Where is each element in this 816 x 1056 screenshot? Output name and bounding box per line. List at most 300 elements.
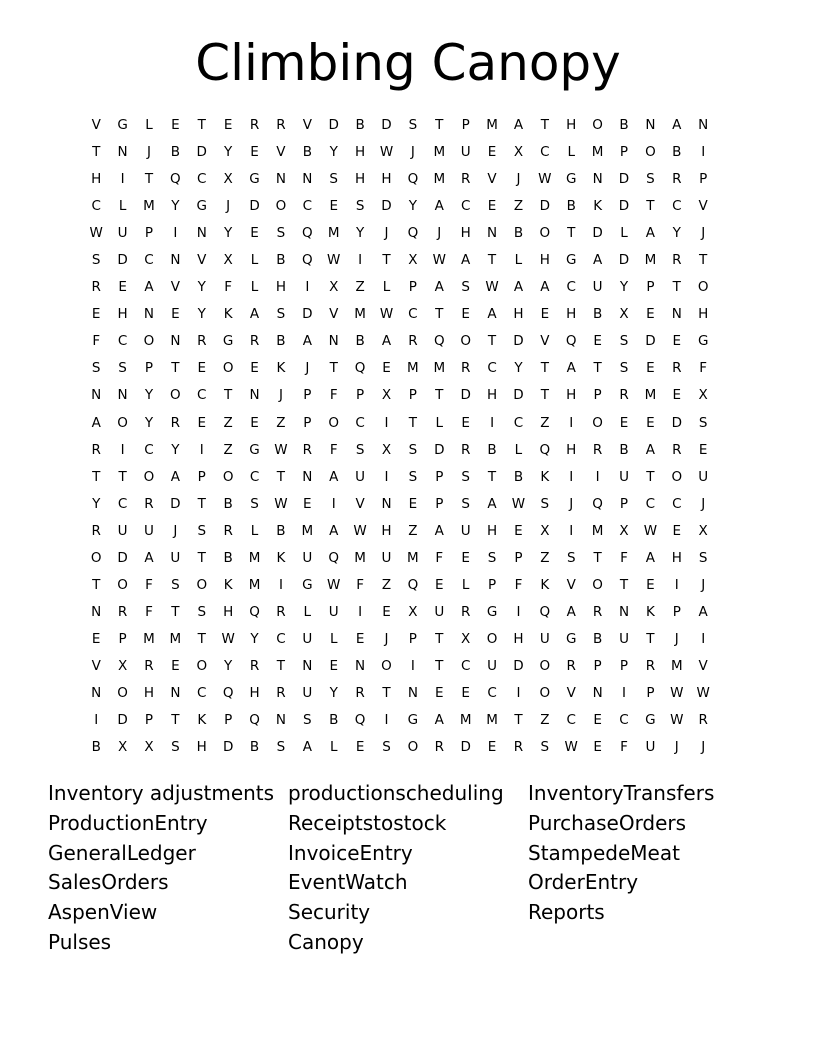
grid-letter: S xyxy=(461,279,470,296)
grid-letter: A xyxy=(381,333,392,350)
grid-letter: L xyxy=(329,630,338,647)
grid-letter: R xyxy=(408,333,418,350)
grid-letter: H xyxy=(698,306,709,323)
grid-letter: C xyxy=(117,495,128,512)
grid-letter: H xyxy=(143,684,155,701)
grid-letter: L xyxy=(329,739,338,756)
grid-letter: U xyxy=(434,603,445,620)
grid-letter: S xyxy=(566,549,576,566)
grid-letter: L xyxy=(435,414,444,431)
grid-letter: I xyxy=(173,225,178,242)
grid-letter: F xyxy=(224,279,233,296)
grid-letter: I xyxy=(358,603,363,620)
grid-letter: G xyxy=(302,576,313,593)
grid-letter: M xyxy=(169,630,182,647)
grid-letter: H xyxy=(539,252,550,269)
grid-letter: D xyxy=(539,198,551,215)
grid-letter: I xyxy=(384,712,389,729)
grid-letter: S xyxy=(276,225,286,242)
grid-letter: B xyxy=(355,333,365,350)
grid-letter: H xyxy=(566,387,577,404)
grid-letter: S xyxy=(382,739,391,756)
grid-letter: E xyxy=(646,414,655,431)
grid-letter: R xyxy=(460,441,471,458)
grid-letter: T xyxy=(487,333,497,350)
grid-letter: B xyxy=(329,712,339,729)
grid-letter: J xyxy=(437,225,442,242)
grid-letter: W xyxy=(353,522,367,539)
grid-letter: T xyxy=(435,387,444,404)
grid-letter: F xyxy=(620,549,628,566)
word-list-item: InvoiceEntry xyxy=(288,840,413,865)
grid-letter: S xyxy=(487,549,497,566)
grid-row xyxy=(83,112,716,139)
word-list-item: EventWatch xyxy=(288,870,408,895)
grid-letter: X xyxy=(223,171,233,188)
grid-letter: T xyxy=(408,414,417,431)
grid-letter: D xyxy=(328,117,339,133)
grid-letter: L xyxy=(250,279,259,296)
grid-letter: E xyxy=(461,684,470,701)
grid-letter: Q xyxy=(302,252,313,269)
grid-letter: U xyxy=(698,468,709,485)
grid-letter: O xyxy=(592,576,603,593)
grid-letter: T xyxy=(672,279,681,296)
grid-letter: O xyxy=(407,739,419,756)
grid-letter: J xyxy=(384,225,389,242)
grid-letter: R xyxy=(513,739,524,756)
grid-letter: E xyxy=(646,306,655,323)
grid-letter: O xyxy=(697,279,709,296)
grid-letter: A xyxy=(487,306,497,323)
grid-letter: I xyxy=(305,279,310,296)
grid-letter: J xyxy=(701,576,706,593)
grid-letter: V xyxy=(276,144,286,161)
grid-letter: P xyxy=(672,603,681,620)
grid-letter: R xyxy=(355,684,365,701)
grid-letter: I xyxy=(278,576,283,593)
grid-row xyxy=(83,410,716,437)
grid-letter: P xyxy=(699,171,708,188)
grid-letter: J xyxy=(384,630,389,647)
grid-letter: X xyxy=(513,144,524,161)
grid-letter: O xyxy=(90,549,102,566)
grid-letter: R xyxy=(144,657,154,674)
grid-letter: S xyxy=(250,495,259,512)
grid-letter: U xyxy=(117,522,128,539)
word-list-item: productionscheduling xyxy=(288,781,504,805)
grid-letter: G xyxy=(486,603,498,620)
grid-letter: X xyxy=(329,279,339,296)
grid-letter: S xyxy=(619,360,629,377)
grid-letter: S xyxy=(329,171,338,188)
grid-letter: P xyxy=(593,387,602,404)
grid-letter: M xyxy=(644,252,657,269)
grid-letter: A xyxy=(434,522,444,539)
grid-letter: P xyxy=(619,144,629,161)
grid-letter: A xyxy=(170,468,180,485)
grid-letter: C xyxy=(197,171,207,188)
grid-letter: A xyxy=(302,739,312,756)
grid-letter: O xyxy=(539,225,551,242)
grid-letter: X xyxy=(408,252,418,269)
grid-letter: H xyxy=(486,522,498,539)
grid-letter: E xyxy=(593,739,602,756)
grid-letter: W xyxy=(538,171,552,188)
grid-letter: A xyxy=(645,549,656,566)
grid-letter: T xyxy=(171,603,180,620)
grid-letter: H xyxy=(381,171,392,188)
grid-letter: H xyxy=(566,441,577,458)
grid-letter: P xyxy=(118,630,127,647)
grid-letter: G xyxy=(565,630,577,647)
grid-letter: E xyxy=(250,144,259,161)
word-list-item: AspenView xyxy=(48,900,158,925)
grid-letter: Q xyxy=(539,441,551,458)
word-list-item: GeneralLedger xyxy=(48,840,196,865)
grid-letter: H xyxy=(196,739,207,756)
grid-letter: I xyxy=(674,576,679,593)
grid-letter: D xyxy=(671,414,682,431)
grid-letter: Q xyxy=(565,333,577,350)
grid-letter: A xyxy=(144,279,154,296)
grid-letter: X xyxy=(698,387,708,404)
grid-letter: N xyxy=(355,657,366,674)
grid-letter: Z xyxy=(540,712,550,729)
grid-letter: A xyxy=(302,333,312,350)
grid-letter: A xyxy=(434,712,444,729)
grid-letter: S xyxy=(171,576,180,593)
grid-letter: D xyxy=(460,739,471,756)
grid-letter: E xyxy=(223,117,233,133)
grid-letter: S xyxy=(276,306,286,323)
grid-letter: C xyxy=(460,657,471,674)
grid-letter: V xyxy=(197,252,207,269)
grid-letter: W xyxy=(327,576,341,593)
grid-letter: W xyxy=(696,684,710,701)
grid-letter: E xyxy=(698,441,708,458)
grid-letter: J xyxy=(516,171,521,188)
grid-letter: R xyxy=(170,414,181,431)
grid-letter: X xyxy=(144,739,154,756)
grid-letter: W xyxy=(327,252,341,269)
grid-letter: N xyxy=(645,117,656,133)
grid-letter: T xyxy=(224,387,233,404)
grid-letter: E xyxy=(171,657,180,674)
grid-letter: Q xyxy=(407,171,419,188)
grid-letter: D xyxy=(381,198,392,215)
grid-letter: P xyxy=(144,225,154,242)
grid-letter: R xyxy=(698,712,708,729)
grid-letter: H xyxy=(671,549,682,566)
grid-letter: Q xyxy=(354,360,366,377)
grid-letter: O xyxy=(170,387,181,404)
grid-letter: U xyxy=(381,549,392,566)
grid-letter: U xyxy=(619,630,629,647)
grid-letter: Q xyxy=(249,712,260,729)
grid-letter: B xyxy=(276,333,286,350)
grid-letter: D xyxy=(117,252,128,269)
grid-letter: Q xyxy=(222,684,234,701)
grid-letter: N xyxy=(592,684,603,701)
grid-letter: E xyxy=(197,360,207,377)
grid-letter: U xyxy=(302,630,313,647)
grid-letter: O xyxy=(117,414,128,431)
grid-letter: A xyxy=(566,603,576,620)
grid-letter: U xyxy=(460,144,471,161)
grid-letter: E xyxy=(91,630,101,647)
grid-letter: Y xyxy=(250,630,259,647)
grid-letter: X xyxy=(223,252,233,269)
grid-letter: A xyxy=(513,117,524,133)
grid-letter: K xyxy=(593,198,603,215)
grid-letter: A xyxy=(645,441,656,458)
grid-letter: I xyxy=(331,495,336,512)
grid-letter: J xyxy=(173,522,178,539)
grid-letter: M xyxy=(433,360,446,377)
grid-letter: K xyxy=(276,360,286,377)
grid-letter: O xyxy=(117,684,128,701)
grid-letter: A xyxy=(487,495,497,512)
grid-letter: M xyxy=(327,225,340,242)
grid-letter: C xyxy=(91,198,101,215)
grid-letter: Y xyxy=(329,144,338,161)
grid-letter: R xyxy=(249,657,260,674)
grid-letter: K xyxy=(540,576,550,593)
grid-letter: O xyxy=(222,468,234,485)
grid-letter: J xyxy=(410,144,415,161)
word-list-item: InventoryTransfers xyxy=(528,781,715,805)
grid-letter: N xyxy=(143,306,155,323)
grid-letter: O xyxy=(117,576,128,593)
grid-letter: J xyxy=(701,495,706,512)
grid-letter: T xyxy=(382,684,391,701)
grid-letter: T xyxy=(487,468,497,485)
grid-letter: R xyxy=(672,171,682,188)
grid-letter: O xyxy=(196,657,208,674)
grid-letter: S xyxy=(355,441,365,458)
grid-letter: O xyxy=(486,630,498,647)
grid-letter: T xyxy=(593,549,602,566)
grid-letter: H xyxy=(513,630,524,647)
grid-letter: I xyxy=(516,684,521,701)
grid-letter: R xyxy=(144,495,154,512)
grid-letter: X xyxy=(381,387,392,404)
grid-letter: W xyxy=(670,712,684,729)
grid-letter: Z xyxy=(513,198,524,215)
grid-letter: M xyxy=(644,387,657,404)
grid-letter: M xyxy=(301,522,314,539)
grid-letter: J xyxy=(674,630,679,647)
grid-letter: T xyxy=(382,252,391,269)
grid-letter: S xyxy=(461,468,470,485)
grid-letter: E xyxy=(171,117,180,133)
grid-letter: L xyxy=(303,603,312,620)
grid-letter: B xyxy=(170,144,180,161)
grid-letter: M xyxy=(407,360,419,377)
grid-row xyxy=(83,653,716,680)
grid-letter: N xyxy=(592,171,603,188)
grid-letter: W xyxy=(89,225,103,242)
grid-letter: M xyxy=(354,306,366,323)
grid-letter: M xyxy=(591,522,604,539)
grid-letter: P xyxy=(197,468,206,485)
grid-letter: W xyxy=(274,441,288,458)
grid-letter: T xyxy=(329,360,338,377)
grid-letter: N xyxy=(170,684,181,701)
grid-letter: U xyxy=(355,468,366,485)
word-list-item: Canopy xyxy=(288,929,364,954)
grid-letter: G xyxy=(697,333,709,350)
grid-letter: P xyxy=(224,712,233,729)
grid-letter: Q xyxy=(592,495,603,512)
grid-letter: T xyxy=(92,576,101,593)
grid-letter: E xyxy=(329,198,338,215)
letter-grid xyxy=(83,112,716,761)
grid-row xyxy=(83,139,716,166)
grid-letter: X xyxy=(117,657,128,674)
grid-letter: M xyxy=(433,144,446,161)
grid-letter: S xyxy=(91,360,101,377)
grid-letter: N xyxy=(196,225,207,242)
grid-letter: U xyxy=(328,603,339,620)
grid-letter: M xyxy=(143,198,155,215)
grid-letter: V xyxy=(302,117,312,133)
grid-letter: U xyxy=(144,522,154,539)
grid-letter: T xyxy=(540,360,549,377)
grid-letter: B xyxy=(276,522,286,539)
grid-letter: T xyxy=(593,360,602,377)
grid-letter: C xyxy=(197,387,207,404)
grid-letter: R xyxy=(434,739,444,756)
grid-letter: M xyxy=(143,630,155,647)
grid-letter: V xyxy=(698,198,708,215)
grid-letter: E xyxy=(461,414,470,431)
grid-letter: T xyxy=(171,360,180,377)
grid-letter: N xyxy=(671,306,682,323)
grid-letter: M xyxy=(407,549,419,566)
grid-letter: F xyxy=(92,333,101,350)
grid-letter: Q xyxy=(407,576,419,593)
grid-letter: C xyxy=(540,144,550,161)
grid-letter: X xyxy=(540,522,550,539)
grid-letter: Y xyxy=(619,279,629,296)
grid-letter: S xyxy=(698,549,708,566)
grid-letter: E xyxy=(593,712,602,729)
grid-letter: E xyxy=(355,630,365,647)
grid-letter: N xyxy=(170,252,181,269)
grid-letter: J xyxy=(701,225,706,242)
grid-letter: U xyxy=(645,739,656,756)
grid-letter: A xyxy=(434,198,444,215)
grid-letter: P xyxy=(487,576,497,593)
grid-letter: Z xyxy=(540,549,550,566)
grid-letter: C xyxy=(619,712,629,729)
grid-letter: E xyxy=(461,306,470,323)
grid-letter: I xyxy=(595,468,600,485)
grid-letter: S xyxy=(540,739,550,756)
grid-letter: R xyxy=(460,171,471,188)
grid-letter: O xyxy=(539,684,551,701)
grid-letter: O xyxy=(539,657,551,674)
grid-letter: R xyxy=(672,360,682,377)
grid-letter: R xyxy=(302,441,313,458)
grid-letter: A xyxy=(592,252,603,269)
grid-letter: S xyxy=(303,712,312,729)
grid-letter: N xyxy=(302,657,313,674)
grid-letter: X xyxy=(698,522,708,539)
word-list-item: Security xyxy=(288,900,371,925)
grid-letter: F xyxy=(620,739,628,756)
grid-letter: F xyxy=(356,576,364,593)
grid-letter: T xyxy=(699,252,708,269)
grid-letter: O xyxy=(381,657,392,674)
grid-letter: R xyxy=(249,333,260,350)
grid-letter: Q xyxy=(249,603,260,620)
grid-letter: E xyxy=(646,576,655,593)
grid-letter: R xyxy=(460,360,471,377)
grid-letter: Q xyxy=(407,225,419,242)
grid-letter: A xyxy=(566,360,576,377)
grid-letter: Z xyxy=(223,414,233,431)
grid-letter: D xyxy=(222,739,234,756)
grid-letter: C xyxy=(645,495,656,512)
grid-letter: W xyxy=(432,252,446,269)
grid-letter: C xyxy=(197,684,207,701)
grid-letter: I xyxy=(622,684,626,701)
word-list-item: ProductionEntry xyxy=(48,810,208,835)
grid-letter: K xyxy=(540,468,550,485)
grid-letter: T xyxy=(197,549,206,566)
grid-letter: U xyxy=(302,549,313,566)
grid-letter: R xyxy=(91,522,101,539)
grid-letter: X xyxy=(461,630,471,647)
grid-letter: L xyxy=(514,252,523,269)
grid-letter: E xyxy=(91,306,101,323)
grid-letter: C xyxy=(302,198,313,215)
grid-letter: H xyxy=(513,306,524,323)
grid-letter: P xyxy=(646,684,655,701)
grid-letter: D xyxy=(513,387,524,404)
grid-letter: Y xyxy=(197,279,206,296)
grid-letter: P xyxy=(144,712,154,729)
grid-letter: N xyxy=(618,603,630,620)
grid-letter: D xyxy=(170,495,181,512)
grid-row xyxy=(83,707,716,734)
grid-letter: P xyxy=(619,495,629,512)
grid-letter: H xyxy=(566,117,577,133)
grid-letter: X xyxy=(619,522,629,539)
grid-row xyxy=(83,247,716,274)
grid-letter: P xyxy=(408,387,417,404)
grid-letter: C xyxy=(487,684,497,701)
grid-row xyxy=(83,437,716,464)
grid-letter: P xyxy=(435,468,444,485)
grid-letter: B xyxy=(513,225,524,242)
grid-letter: T xyxy=(619,576,629,593)
grid-letter: K xyxy=(276,549,286,566)
grid-letter: D xyxy=(117,549,128,566)
grid-letter: Y xyxy=(92,495,101,512)
grid-letter: E xyxy=(435,576,444,593)
grid-letter: C xyxy=(672,495,682,512)
grid-letter: G xyxy=(565,171,577,188)
grid-letter: A xyxy=(645,225,656,242)
grid-letter: P xyxy=(514,549,523,566)
grid-letter: G xyxy=(196,198,207,215)
grid-letter: B xyxy=(249,739,260,756)
grid-letter: E xyxy=(250,360,259,377)
